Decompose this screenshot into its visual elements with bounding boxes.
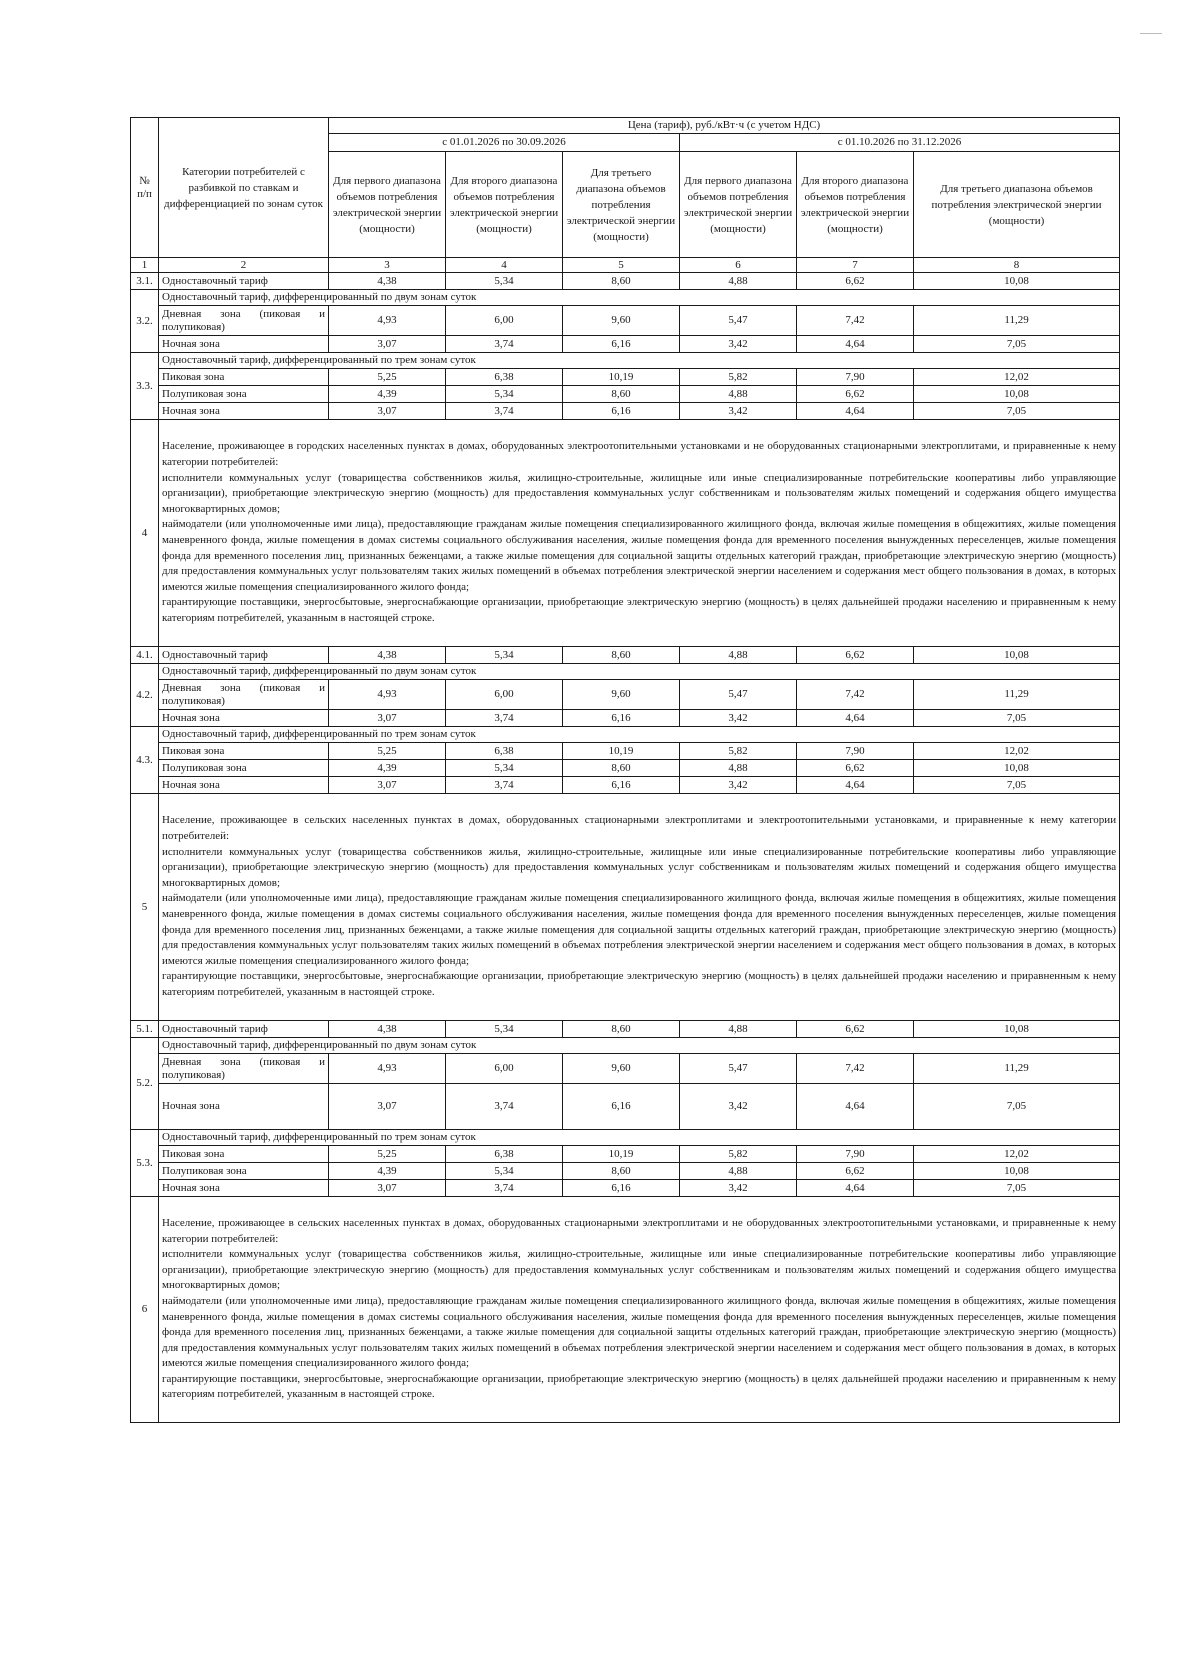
section-description-row: [131, 420, 1120, 647]
value-cell: 3,74: [446, 1084, 563, 1130]
row-label: Ночная зона: [159, 403, 329, 420]
section-subtitle: Одноставочный тариф, дифференцированный по трем зонам суток: [159, 1130, 1120, 1146]
row-label: Одноставочный тариф: [159, 273, 329, 290]
col-number: 6: [680, 258, 797, 273]
value-cell: 5,82: [680, 1146, 797, 1163]
col-number: 7: [797, 258, 914, 273]
value-cell: 4,39: [329, 1163, 446, 1180]
value-cell: 4,38: [329, 1021, 446, 1038]
value-cell: 6,16: [563, 710, 680, 727]
p1-range-1: Для первого диапазона объемов потребления электрической энергии (мощности): [329, 152, 446, 258]
value-cell: 7,90: [797, 743, 914, 760]
col-category-header: Категории потребителей с разбивкой по ставкам и дифференциацией по зонам суток: [159, 118, 329, 258]
row-label: Дневная зона (пиковая и полупиковая): [159, 1054, 329, 1084]
value-cell: 9,60: [563, 306, 680, 336]
value-cell: 3,07: [329, 336, 446, 353]
paragraph: Население, проживающее в сельских населенных пунктах в домах, оборудованных стационарными электроплитами и электроотопительными установками, и приравненные к нему категории потребителей:: [162, 814, 1117, 843]
value-cell: 10,08: [914, 1021, 1120, 1038]
row-label: Одноставочный тариф: [159, 647, 329, 664]
value-cell: 3,74: [446, 1180, 563, 1197]
table-row: [131, 1146, 1120, 1163]
value-cell: 4,38: [329, 273, 446, 290]
row-label: Полупиковая зона: [159, 386, 329, 403]
table-row: [131, 306, 1120, 336]
table-row: [131, 1038, 1120, 1054]
paragraph: наймодатели (или уполномоченные ими лица), предоставляющие гражданам жилые помещения специализированного жилищного фонда, включая жилые помещения в общежитиях, жилые помещения маневренного фонда, жилые помещения в домах системы социального обслуживания населения, жилые помещения фонда для временного поселения вынужденных переселенцев, жилые помещения фонда для временного поселения лиц, признанных беженцами, а также жилые помещения для социальной защиты отдельных категорий граждан, приобретающие электрическую энергию (мощность) для предоставления коммунальных услуг пользователям таких жилых помещений в объемах потребления электрической энергии населением и содержания мест общего пользования в домах, в которых имеются жилые помещения специализированного жилого фонда;: [162, 892, 1117, 967]
value-cell: 10,08: [914, 647, 1120, 664]
value-cell: 5,34: [446, 386, 563, 403]
value-cell: 5,25: [329, 743, 446, 760]
value-cell: 6,16: [563, 777, 680, 794]
table-row: [131, 1180, 1120, 1197]
value-cell: 8,60: [563, 386, 680, 403]
price-title: Цена (тариф), руб./кВт·ч (с учетом НДС): [329, 118, 1120, 134]
value-cell: 10,08: [914, 1163, 1120, 1180]
table-row: [131, 760, 1120, 777]
value-cell: 4,64: [797, 777, 914, 794]
value-cell: 12,02: [914, 369, 1120, 386]
value-cell: 4,88: [680, 760, 797, 777]
value-cell: 8,60: [563, 273, 680, 290]
value-cell: 7,42: [797, 306, 914, 336]
value-cell: 3,07: [329, 1180, 446, 1197]
row-number: 3.1.: [131, 273, 159, 290]
period-1: с 01.01.2026 по 30.09.2026: [329, 134, 680, 152]
row-label: Ночная зона: [159, 777, 329, 794]
paragraph: Население, проживающее в городских населенных пунктах в домах, оборудованных электроотопительными установками и не оборудованных стационарными электроплитами, и приравненные к нему категории потребителей:: [162, 440, 1117, 469]
table-row: [131, 1084, 1120, 1130]
value-cell: 8,60: [563, 1163, 680, 1180]
row-label: Дневная зона (пиковая и полупиковая): [159, 306, 329, 336]
p1-range-2: Для второго диапазона объемов потребления электрической энергии (мощности): [446, 152, 563, 258]
value-cell: 4,39: [329, 760, 446, 777]
row-number: 5.2.: [131, 1038, 159, 1130]
column-numbers-row: [131, 258, 1120, 273]
row-number: 4.3.: [131, 727, 159, 794]
value-cell: 6,00: [446, 1054, 563, 1084]
header-row-1: [131, 118, 1120, 134]
row-label: Пиковая зона: [159, 1146, 329, 1163]
row-label: Пиковая зона: [159, 743, 329, 760]
table-row: [131, 336, 1120, 353]
tariff-document: [130, 117, 1119, 1423]
value-cell: 4,88: [680, 1021, 797, 1038]
value-cell: 9,60: [563, 680, 680, 710]
value-cell: 10,19: [563, 1146, 680, 1163]
p2-range-3: Для третьего диапазона объемов потребления электрической энергии (мощности): [914, 152, 1120, 258]
value-cell: 4,64: [797, 1180, 914, 1197]
col-number: 8: [914, 258, 1120, 273]
row-label: Полупиковая зона: [159, 760, 329, 777]
row-number: 3.2.: [131, 290, 159, 353]
value-cell: 5,47: [680, 680, 797, 710]
row-number: 5.1.: [131, 1021, 159, 1038]
row-number: 4.1.: [131, 647, 159, 664]
col-number: 4: [446, 258, 563, 273]
section-description-row: [131, 794, 1120, 1021]
value-cell: 7,05: [914, 710, 1120, 727]
section-subtitle: Одноставочный тариф, дифференцированный по двум зонам суток: [159, 664, 1120, 680]
row-label: Ночная зона: [159, 336, 329, 353]
value-cell: 3,42: [680, 710, 797, 727]
value-cell: 7,05: [914, 1084, 1120, 1130]
value-cell: 5,25: [329, 1146, 446, 1163]
table-row: [131, 710, 1120, 727]
value-cell: 6,16: [563, 403, 680, 420]
value-cell: 10,08: [914, 386, 1120, 403]
value-cell: 3,42: [680, 1084, 797, 1130]
value-cell: 4,39: [329, 386, 446, 403]
table-row: [131, 353, 1120, 369]
value-cell: 6,00: [446, 680, 563, 710]
value-cell: 8,60: [563, 760, 680, 777]
value-cell: 6,62: [797, 760, 914, 777]
value-cell: 6,16: [563, 336, 680, 353]
value-cell: 3,42: [680, 403, 797, 420]
scan-mark: [1140, 33, 1162, 34]
paragraph: наймодатели (или уполномоченные ими лица), предоставляющие гражданам жилые помещения специализированного жилищного фонда, включая жилые помещения в общежитиях, жилые помещения маневренного фонда, жилые помещения в домах системы социального обслуживания населения, жилые помещения фонда для временного поселения вынужденных переселенцев, жилые помещения фонда для временного поселения лиц, признанных беженцами, а также жилые помещения для социальной защиты отдельных категорий граждан, приобретающие электрическую энергию (мощность) для предоставления коммунальных услуг пользователям таких жилых помещений в объемах потребления электрической энергии населением и содержания мест общего пользования в домах, в которых имеются жилые помещения специализированного жилого фонда;: [162, 1294, 1117, 1370]
paragraph: наймодатели (или уполномоченные ими лица), предоставляющие гражданам жилые помещения специализированного жилищного фонда, включая жилые помещения в общежитиях, жилые помещения маневренного фонда, жилые помещения в домах системы социального обслуживания населения, жилые помещения фонда для временного поселения вынужденных переселенцев, жилые помещения фонда для временного поселения лиц, признанных беженцами, а также жилые помещения для социальной защиты отдельных категорий граждан, приобретающие электрическую энергию (мощность) для предоставления коммунальных услуг пользователям таких жилых помещений в объемах потребления электрической энергии населением и содержания мест общего пользования в домах, в которых имеются жилые помещения специализированного жилого фонда;: [162, 518, 1117, 593]
p2-range-2: Для второго диапазона объемов потребления электрической энергии (мощности): [797, 152, 914, 258]
value-cell: 3,42: [680, 1180, 797, 1197]
table-row: [131, 777, 1120, 794]
row-label: Полупиковая зона: [159, 1163, 329, 1180]
value-cell: 3,74: [446, 403, 563, 420]
paragraph: гарантирующие поставщики, энергосбытовые, энергоснабжающие организации, приобретающие электрическую энергию (мощность) в целях дальнейшей продажи населению и приравненным к нему категориям потребителей, указанным в настоящей строке.: [162, 596, 1117, 624]
value-cell: 6,38: [446, 743, 563, 760]
value-cell: 6,16: [563, 1084, 680, 1130]
section-description: [159, 1197, 1120, 1423]
value-cell: 3,42: [680, 336, 797, 353]
col-number: 3: [329, 258, 446, 273]
row-label: Дневная зона (пиковая и полупиковая): [159, 680, 329, 710]
value-cell: 10,08: [914, 760, 1120, 777]
value-cell: 3,74: [446, 777, 563, 794]
row-number: 3.3.: [131, 353, 159, 420]
value-cell: 5,82: [680, 369, 797, 386]
row-label: Одноставочный тариф: [159, 1021, 329, 1038]
table-row: [131, 743, 1120, 760]
table-row: [131, 647, 1120, 664]
value-cell: 3,07: [329, 1084, 446, 1130]
section-description: [159, 420, 1120, 647]
row-number: 5: [131, 794, 159, 1021]
value-cell: 10,19: [563, 743, 680, 760]
value-cell: 4,93: [329, 680, 446, 710]
value-cell: 4,64: [797, 336, 914, 353]
value-cell: 5,25: [329, 369, 446, 386]
p2-range-1: Для первого диапазона объемов потребления электрической энергии (мощности): [680, 152, 797, 258]
table-row: [131, 1163, 1120, 1180]
paragraph: гарантирующие поставщики, энергосбытовые, энергоснабжающие организации, приобретающие электрическую энергию (мощность) в целях дальнейшей продажи населению и приравненным к нему категориям потребителей, указанным в настоящей строке.: [162, 970, 1117, 998]
value-cell: 7,90: [797, 1146, 914, 1163]
value-cell: 6,62: [797, 1021, 914, 1038]
table-row: [131, 664, 1120, 680]
col-number: 2: [159, 258, 329, 273]
section-description-row: [131, 1197, 1120, 1423]
value-cell: 8,60: [563, 1021, 680, 1038]
table-row: [131, 727, 1120, 743]
tariff-table: [130, 117, 1120, 1423]
value-cell: 5,34: [446, 273, 563, 290]
table-row: [131, 369, 1120, 386]
paragraph: Население, проживающее в сельских населенных пунктах в домах, оборудованных стационарными электроплитами и не оборудованных электроотопительными установками, и приравненные к нему категории потребителей:: [162, 1216, 1117, 1245]
value-cell: 6,62: [797, 1163, 914, 1180]
value-cell: 4,88: [680, 1163, 797, 1180]
period-2: с 01.10.2026 по 31.12.2026: [680, 134, 1120, 152]
value-cell: 12,02: [914, 743, 1120, 760]
table-row: [131, 680, 1120, 710]
value-cell: 5,47: [680, 1054, 797, 1084]
value-cell: 4,93: [329, 306, 446, 336]
value-cell: 3,07: [329, 403, 446, 420]
row-label: Ночная зона: [159, 1084, 329, 1130]
value-cell: 10,19: [563, 369, 680, 386]
value-cell: 7,90: [797, 369, 914, 386]
value-cell: 7,05: [914, 1180, 1120, 1197]
value-cell: 6,16: [563, 1180, 680, 1197]
table-row: [131, 1130, 1120, 1146]
value-cell: 4,93: [329, 1054, 446, 1084]
value-cell: 4,64: [797, 710, 914, 727]
row-number: 4.2.: [131, 664, 159, 727]
table-row: [131, 403, 1120, 420]
value-cell: 5,34: [446, 1163, 563, 1180]
value-cell: 6,00: [446, 306, 563, 336]
section-subtitle: Одноставочный тариф, дифференцированный по трем зонам суток: [159, 353, 1120, 369]
table-row: [131, 1021, 1120, 1038]
value-cell: 4,38: [329, 647, 446, 664]
section-subtitle: Одноставочный тариф, дифференцированный по двум зонам суток: [159, 290, 1120, 306]
value-cell: 11,29: [914, 1054, 1120, 1084]
row-label: Ночная зона: [159, 1180, 329, 1197]
col-number: 1: [131, 258, 159, 273]
value-cell: 4,88: [680, 273, 797, 290]
value-cell: 4,88: [680, 647, 797, 664]
value-cell: 6,62: [797, 647, 914, 664]
value-cell: 4,64: [797, 1084, 914, 1130]
col-num-header: № п/п: [131, 118, 159, 258]
value-cell: 5,34: [446, 1021, 563, 1038]
p1-range-3: Для третьего диапазона объемов потребления электрической энергии (мощности): [563, 152, 680, 258]
table-row: [131, 386, 1120, 403]
value-cell: 3,07: [329, 777, 446, 794]
value-cell: 12,02: [914, 1146, 1120, 1163]
value-cell: 7,05: [914, 777, 1120, 794]
value-cell: 5,34: [446, 647, 563, 664]
paragraph: гарантирующие поставщики, энергосбытовые, энергоснабжающие организации, приобретающие электрическую энергию (мощность) в целях дальнейшей продажи населению и приравненным к нему категориям потребителей, указанным в настоящей строке.: [162, 1372, 1117, 1401]
paragraph: исполнители коммунальных услуг (товарищества собственников жилья, жилищно-строительные, жилищные или иные специализированные потребительские кооперативы либо управляющие организации), приобретающие электрическую энергию (мощность) для предоставления коммунальных услуг собственникам и пользователям жилых помещений и содержания общего имущества многоквартирных домов;: [162, 471, 1117, 515]
value-cell: 3,74: [446, 710, 563, 727]
value-cell: 5,47: [680, 306, 797, 336]
value-cell: 4,88: [680, 386, 797, 403]
row-number: 4: [131, 420, 159, 647]
value-cell: 7,42: [797, 1054, 914, 1084]
table-row: [131, 290, 1120, 306]
value-cell: 5,82: [680, 743, 797, 760]
row-label: Пиковая зона: [159, 369, 329, 386]
value-cell: 9,60: [563, 1054, 680, 1084]
paragraph: исполнители коммунальных услуг (товарищества собственников жилья, жилищно-строительные, жилищные или иные специализированные потребительские кооперативы либо управляющие организации), приобретающие электрическую энергию (мощность) для предоставления коммунальных услуг собственникам и пользователям жилых помещений и содержания общего имущества многоквартирных домов;: [162, 1248, 1117, 1292]
value-cell: 11,29: [914, 306, 1120, 336]
value-cell: 3,42: [680, 777, 797, 794]
value-cell: 8,60: [563, 647, 680, 664]
value-cell: 4,64: [797, 403, 914, 420]
row-number: 5.3.: [131, 1130, 159, 1197]
section-description: [159, 794, 1120, 1021]
col-number: 5: [563, 258, 680, 273]
value-cell: 3,74: [446, 336, 563, 353]
value-cell: 7,05: [914, 403, 1120, 420]
value-cell: 6,38: [446, 1146, 563, 1163]
section-subtitle: Одноставочный тариф, дифференцированный по трем зонам суток: [159, 727, 1120, 743]
value-cell: 11,29: [914, 680, 1120, 710]
paragraph: исполнители коммунальных услуг (товарищества собственников жилья, жилищно-строительные, жилищные или иные специализированные потребительские кооперативы либо управляющие организации), приобретающие электрическую энергию (мощность) для предоставления коммунальных услуг собственникам и пользователям жилых помещений и содержания общего имущества многоквартирных домов;: [162, 845, 1117, 889]
row-label: Ночная зона: [159, 710, 329, 727]
value-cell: 6,62: [797, 273, 914, 290]
value-cell: 7,42: [797, 680, 914, 710]
table-row: [131, 1054, 1120, 1084]
value-cell: 7,05: [914, 336, 1120, 353]
table-row: [131, 273, 1120, 290]
section-subtitle: Одноставочный тариф, дифференцированный по двум зонам суток: [159, 1038, 1120, 1054]
value-cell: 10,08: [914, 273, 1120, 290]
value-cell: 6,62: [797, 386, 914, 403]
value-cell: 6,38: [446, 369, 563, 386]
row-number: 6: [131, 1197, 159, 1423]
value-cell: 5,34: [446, 760, 563, 777]
value-cell: 3,07: [329, 710, 446, 727]
